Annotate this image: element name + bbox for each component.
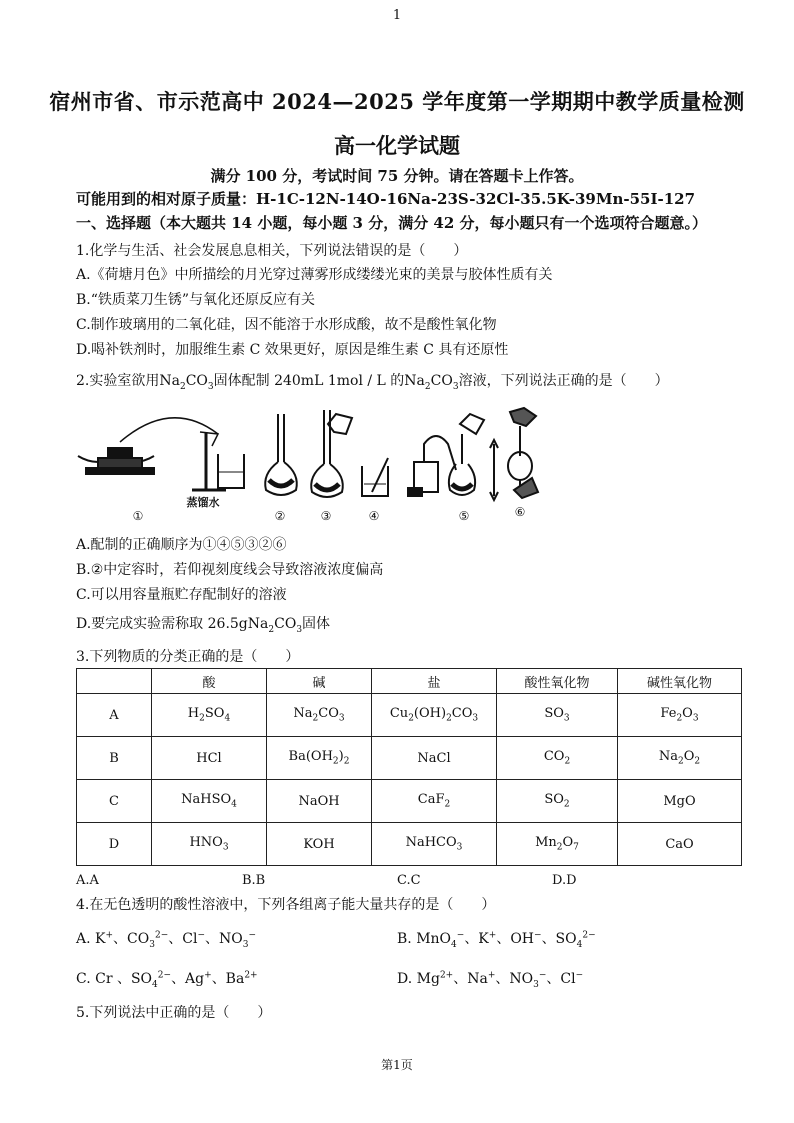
q2-option-a: A.配制的正确顺序为①④⑤③②⑥: [76, 537, 287, 553]
q1-option-c: C.制作玻璃用的二氧化硅，因不能溶于水形成酸，故不是酸性氧化物: [76, 317, 497, 333]
q1-option-d: D.喝补铁剂时，加服维生素 C 效果更好，原因是维生素 C 具有还原性: [76, 342, 509, 358]
exam-instructions: 满分 100 分，考试时间 75 分钟。请在答题卡上作答。: [210, 167, 584, 185]
figure-label-5: ⑤: [458, 509, 470, 523]
formula-cell: KOH: [267, 823, 372, 866]
formula-cell: CaF$_2$: [372, 780, 497, 823]
exam-subject-title: 高一化学试题: [334, 133, 460, 158]
table-header-cell: 碱: [267, 669, 372, 694]
table-header-cell: 盐: [372, 669, 497, 694]
q4-option-c: C. Cr 、$SO_4^{2-}$、Ag+、$Ba^{2+}$: [76, 970, 258, 990]
row-label: B: [77, 737, 152, 780]
shaking-flask-icon: [490, 408, 538, 500]
formula-cell: NaCl: [372, 737, 497, 780]
formula-cell: $SO_3$: [497, 694, 618, 737]
q3-option-b: B.B: [242, 873, 266, 888]
formula-cell: $Na_2O_2$: [618, 737, 742, 780]
row-label: D: [77, 823, 152, 866]
q3-stem: 3.下列物质的分类正确的是（ ）: [76, 649, 300, 665]
section-heading: 一、选择题（本大题共 14 小题，每小题 3 分，满分 42 分，每小题只有一个选项符合题意。）: [76, 214, 708, 232]
q3-option-a: A.A: [76, 873, 99, 888]
formula-cell: MgO: [618, 780, 742, 823]
beaker-stirring-icon: [362, 458, 388, 496]
figure-label-3: ③: [320, 509, 332, 523]
volumetric-flask-pouring-icon: [311, 410, 352, 497]
table-row: [77, 737, 742, 780]
table-header-cell: 碱性氧化物: [618, 669, 742, 694]
figure-label-1: ①: [132, 509, 144, 523]
figure-label-2: ②: [274, 509, 286, 523]
classification-table: [76, 668, 742, 866]
exam-title: 宿州市省、市示范高中 2024—2025 学年度第一学期期中教学质量检测: [49, 89, 745, 114]
table-header-row: [77, 669, 742, 694]
distilled-water-label: 蒸馏水: [186, 496, 220, 509]
formula-cell: $Ba(OH_2)_2$: [267, 737, 372, 780]
q3-option-c: C.C: [397, 873, 421, 888]
formula-cell: $Fe_2O_3$: [618, 694, 742, 737]
formula-cell: $Cu_2(OH)_2CO_3$: [372, 694, 497, 737]
row-label: A: [77, 694, 152, 737]
q2-stem: 2.实验室欲用$Na_2CO_3$固体配制 240mL 1mol / L 的$Na_2CO_3$溶液，下列说法正确的是（ ）: [76, 373, 669, 392]
figure-label-4: ④: [368, 509, 380, 523]
table-row: [77, 823, 742, 866]
q5-stem: 5.下列说法中正确的是（ ）: [76, 1005, 272, 1021]
q1-stem: 1.化学与生活、社会发展息息相关，下列说法错误的是（ ）: [76, 243, 468, 259]
formula-cell: $SO_2$: [497, 780, 618, 823]
table-row: [77, 780, 742, 823]
formula-cell: $HNO_3$: [152, 823, 267, 866]
formula-cell: NaOH: [267, 780, 372, 823]
q2-option-d: D.要完成实验需称取 $26.5gNa_2CO_3$固体: [76, 616, 331, 635]
formula-cell: $Mn_2O_7$: [497, 823, 618, 866]
formula-cell: HCl: [152, 737, 267, 780]
q4-option-b: B. MnO$_4$−、K+、OH−、$SO_4^{2-}$: [397, 930, 596, 950]
transfer-arrow: [120, 418, 218, 442]
q2-apparatus-figure: [76, 404, 556, 528]
atomic-masses: 可能用到的相对原子质量：H-1C-12N-14O-16Na-23S-32Cl-35.5K-39Mn-55I-127: [76, 190, 696, 208]
q1-option-b: B.“铁质菜刀生锈”与氧化还原反应有关: [76, 292, 316, 308]
table-row: [77, 694, 742, 737]
balance-icon: [78, 448, 154, 474]
figure-label-6: ⑥: [514, 505, 526, 519]
page-top-number: 1: [392, 8, 402, 23]
volumetric-flask-icon: [265, 414, 297, 495]
q3-option-d: D.D: [552, 873, 577, 888]
q1-option-a: A.《荷塘月色》中所描绘的月光穿过薄雾形成缕缕光束的美景与胶体性质有关: [76, 267, 553, 283]
q4-stem: 4.在无色透明的酸性溶液中，下列各组离子能大量共存的是（ ）: [76, 897, 496, 913]
wash-bottle-icon: [408, 414, 484, 496]
table-header-cell: 酸性氧化物: [497, 669, 618, 694]
table-header-cell: [77, 669, 152, 694]
formula-cell: NaHSO$_4$: [152, 780, 267, 823]
q2-option-b: B.②中定容时，若仰视刻度线会导致溶液浓度偏高: [76, 562, 384, 578]
formula-cell: NaHCO$_3$: [372, 823, 497, 866]
row-label: C: [77, 780, 152, 823]
formula-cell: $CO_2$: [497, 737, 618, 780]
table-header-cell: 酸: [152, 669, 267, 694]
page-footer: 第1页: [381, 1058, 413, 1072]
q4-option-d: D. $Mg^{2+}$、Na+、$NO_3^-$、Cl−: [397, 970, 584, 990]
formula-cell: CaO: [618, 823, 742, 866]
formula-cell: $H_2SO_4$: [152, 694, 267, 737]
q2-option-c: C.可以用容量瓶贮存配制好的溶液: [76, 587, 287, 603]
q4-option-a: A. K+、$CO_3^{2-}$、Cl−、$NO_3^-$: [76, 930, 257, 950]
formula-cell: $Na_2CO_3$: [267, 694, 372, 737]
